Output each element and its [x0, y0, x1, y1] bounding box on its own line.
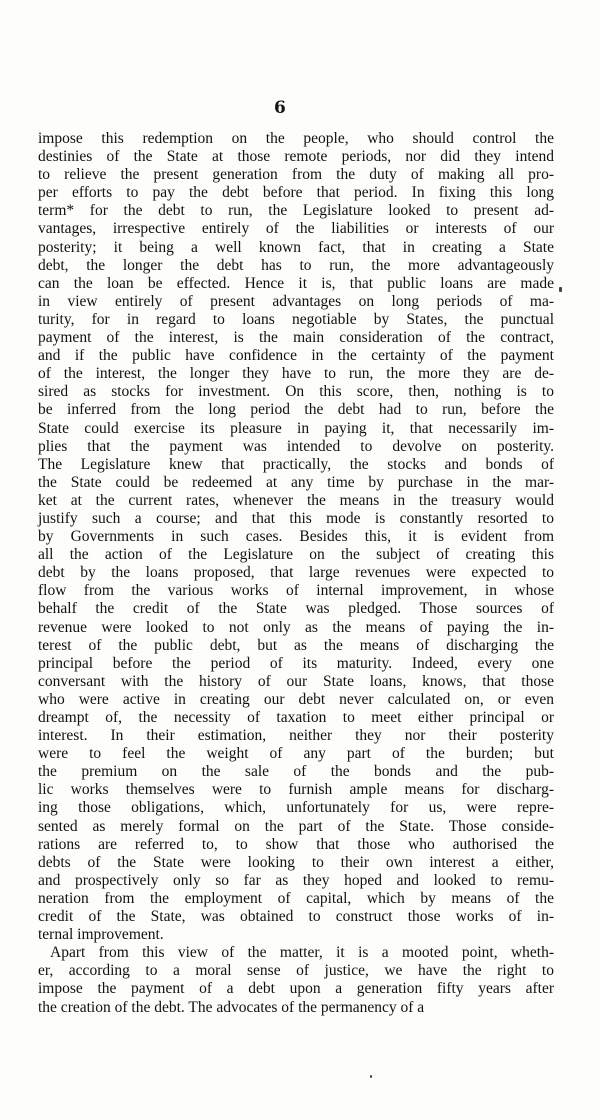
text-line: dreampt of, the necessity of taxation to meet either principal or — [38, 709, 554, 726]
text-line: State could exercise its pleasure in paying it, that necessarily im- — [38, 419, 554, 437]
text-line: per efforts to pay the debt before that period. In fixing this long — [38, 184, 554, 202]
text-line: to relieve the present generation from the duty of making all pro- — [38, 166, 554, 184]
text-line: and if the public have confidence in the certainty of the payment — [38, 347, 554, 365]
text-line: sired as stocks for investment. On this score, then, nothing is to — [38, 383, 554, 401]
paragraph — [38, 130, 554, 944]
text-line: the State could be redeemed at any time by purchase in the mar- — [38, 473, 554, 491]
text-line: flow from the various works of internal improvement, in whose — [38, 582, 554, 600]
text-line: the premium on the sale of the bonds and the pub- — [38, 763, 554, 781]
text-line: were to feel the weight of any part of the burden; but — [38, 745, 554, 763]
paragraph — [38, 944, 554, 1016]
text-line: of the interest, the longer they have to run, the more they are de- — [38, 365, 554, 383]
text-line: The Legislature knew that practically, the stocks and bonds of — [38, 455, 554, 473]
text-line: and prospectively only so far as they hoped and looked to remu- — [38, 871, 554, 889]
page-number: 6 — [274, 98, 286, 118]
ink-speck — [559, 287, 562, 292]
text-line: term* for the debt to run, the Legislature looked to present ad- — [38, 202, 554, 220]
text-line: er, according to a moral sense of justice, we have the right to — [38, 962, 554, 980]
body-text — [38, 130, 554, 1017]
text-line: interest. In their estimation, neither they nor their posterity — [38, 727, 554, 745]
text-line: Apart from this view of the matter, it is a mooted point, wheth- — [50, 944, 554, 962]
text-line: debt by the loans proposed, that large revenues were expected to — [38, 564, 554, 582]
text-line: justify such a course; and that this mode is constantly resorted to — [38, 509, 554, 527]
text-line: who were active in creating our debt never calculated on, or even — [38, 690, 554, 708]
text-line: debt, the longer the debt has to run, the more advantageously — [38, 256, 554, 274]
text-line: terest of the public debt, but as the means of discharging the — [38, 636, 554, 654]
text-line: vantages, irrespective entirely of the liabilities or interests of our — [38, 220, 554, 238]
text-line: neration from the employment of capital, which by means of the — [38, 889, 554, 907]
text-line: conversant with the history of our State loans, knows, that those — [38, 672, 554, 690]
text-line: impose this redemption on the people, who should control the — [38, 130, 554, 147]
text-line: credit of the State, was obtained to construct those works of in- — [38, 908, 554, 926]
text-line: payment of the interest, is the main consideration of the contract, — [38, 329, 554, 347]
text-line: turity, for in regard to loans negotiable by States, the punctual — [38, 310, 554, 328]
text-line: impose the payment of a debt upon a generation fifty years after — [38, 980, 554, 998]
text-line: posterity; it being a well known fact, that in creating a State — [38, 238, 554, 256]
text-line: all the action of the Legislature on the subject of creating this — [38, 546, 554, 564]
text-line: ket at the current rates, whenever the means in the treasury would — [38, 491, 554, 509]
text-line: behalf the credit of the State was pledged. Those sources of — [38, 600, 554, 618]
text-line: ing those obligations, which, unfortunately for us, were repre- — [38, 799, 554, 817]
text-line: sented as merely formal on the part of the State. Those conside- — [38, 817, 554, 835]
text-line: in view entirely of present advantages on long periods of ma- — [38, 292, 554, 310]
text-line: be inferred from the long period the debt had to run, before the — [38, 401, 554, 419]
text-line: can the loan be effected. Hence it is, that public loans are made — [38, 274, 554, 292]
text-line: lic works themselves were to furnish ample means for discharg- — [38, 781, 554, 799]
text-line: debts of the State were looking to their own interest a either, — [38, 853, 554, 871]
text-line: ternal improvement. — [38, 926, 164, 944]
text-line: rations are referred to, to show that those who authorised the — [38, 835, 554, 853]
text-line: the creation of the debt. The advocates of the permanency of a — [38, 998, 425, 1016]
text-line: revenue were looked to not only as the means of paying the in- — [38, 618, 554, 636]
text-line: plies that the payment was intended to devolve on posterity. — [38, 437, 554, 455]
text-line: by Governments in such cases. Besides this, it is evident from — [38, 528, 554, 546]
ink-speck — [370, 1075, 372, 1078]
text-line: destinies of the State at those remote periods, nor did they intend — [38, 148, 554, 166]
text-line: principal before the period of its maturity. Indeed, every one — [38, 654, 554, 672]
